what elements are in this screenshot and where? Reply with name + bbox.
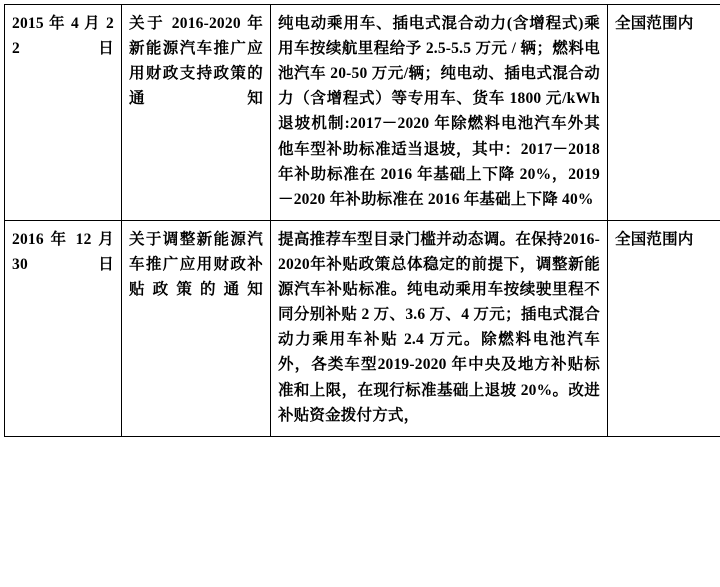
policy-title-text: 关于 2016-2020 年新能源汽车推广应用财政支持政策的通知 xyxy=(129,11,263,111)
policy-date-cell xyxy=(5,220,122,436)
policy-content-text: 提高推荐车型目录门槛并动态调。在保持2016-2020年补贴政策总体稳定的前提下，调整新能源汽车补贴标准。纯电动乘用车按续驶里程不同分别补贴 2 万、3.6 万、4 万元；插电式混合动力乘用车补贴 2.4 万元。除燃料电池汽车外，各类车型2019-2020 年中央及地方补贴标准和上限，在现行标准基础上退坡 20%。改进补贴资金拨付方式， xyxy=(278,227,600,428)
policy-title-cell xyxy=(122,220,271,436)
table-body xyxy=(5,5,720,437)
policy-title-text: 关于调整新能源汽车推广应用财政补贴政策的通知 xyxy=(129,227,263,302)
table-row xyxy=(5,5,720,221)
policy-scope-cell xyxy=(608,220,720,436)
policy-title-cell xyxy=(122,5,271,221)
policy-table xyxy=(4,4,720,437)
policy-content-cell xyxy=(271,5,608,221)
policy-date-text: 2015 年 4 月 22 日 xyxy=(12,11,114,61)
table-row xyxy=(5,220,720,436)
policy-scope-text: 全国范围内 xyxy=(615,227,720,252)
policy-scope-cell xyxy=(608,5,720,221)
policy-date-cell xyxy=(5,5,122,221)
policy-content-cell xyxy=(271,220,608,436)
policy-scope-text: 全国范围内 xyxy=(615,11,720,36)
policy-date-text: 2016 年 12 月 30 日 xyxy=(12,227,114,277)
policy-content-text: 纯电动乘用车、插电式混合动力(含增程式)乘用车按续航里程给予 2.5-5.5 万元 / 辆；燃料电池汽车 20-50 万元/辆；纯电动、插电式混合动力（含增程式）等专用车、货车 1800 元/kWh 退坡机制:2017－2020 年除燃料电池汽车外其他车型补助标准适当退坡，其中：2017－2018 年补助标准在 2016 年基础上下降 20%，2019－2020 年补助标准在 2016 年基础上下降 40% xyxy=(278,11,600,212)
